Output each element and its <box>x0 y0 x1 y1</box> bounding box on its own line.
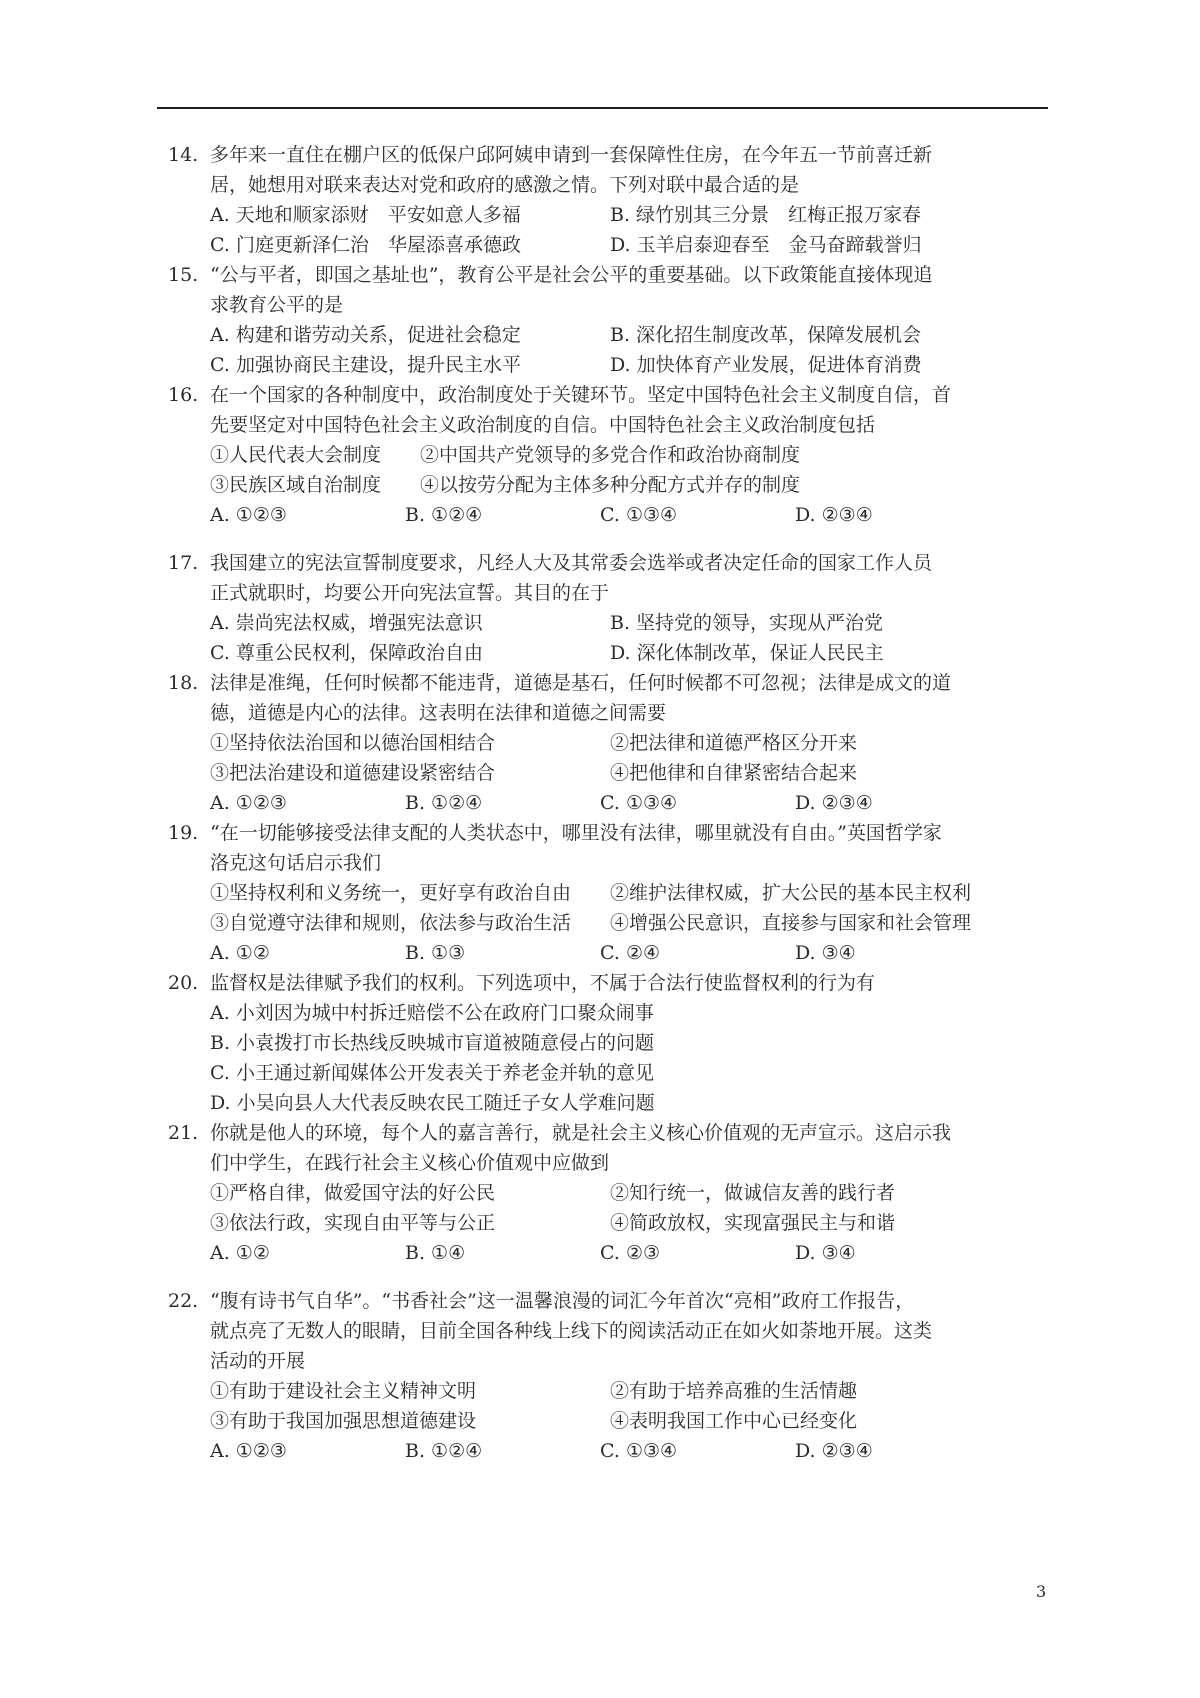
question-stem-cont: 洛克这句话启示我们 <box>210 852 382 874</box>
question-stem: 在一个国家的各种制度中，政治制度处于关键环节。坚定中国特色社会主义制度自信，首 <box>210 384 952 406</box>
option-a: A. ①② <box>210 942 270 964</box>
statement-1: ①有助于建设社会主义精神文明 <box>210 1380 477 1402</box>
question-stem: “在一切能够接受法律支配的人类状态中，哪里没有法律，哪里就没有自由。”英国哲学家 <box>210 822 942 844</box>
option-d: D. ②③④ <box>795 1440 873 1462</box>
statement-1: ①坚持权利和义务统一，更好享有政治自由 <box>210 882 572 904</box>
option-d: D. 加快体育产业发展，促进体育消费 <box>610 354 922 376</box>
statement-3: ③依法行政，实现自由平等与公正 <box>210 1212 496 1234</box>
question-number: 16. <box>168 384 199 406</box>
question-number: 21. <box>168 1122 199 1144</box>
question-stem: 你就是他人的环境，每个人的嘉言善行，就是社会主义核心价值观的无声宣示。这启示我 <box>210 1122 952 1144</box>
question-stem-cont: 活动的开展 <box>210 1350 306 1372</box>
question-15 <box>168 260 1038 380</box>
option-b: B. 深化招生制度改革，保障发展机会 <box>610 324 922 346</box>
question-stem: “腹有诗书气自华”。“书香社会”这一温馨浪漫的词汇今年首次“亮相”政府工作报告， <box>210 1290 915 1312</box>
statement-3: ③民族区域自治制度 <box>210 474 382 496</box>
question-number: 17. <box>168 552 199 574</box>
question-stem-cont: 居，她想用对联来表达对党和政府的感激之情。下列对联中最合适的是 <box>210 174 800 196</box>
question-stem: 多年来一直住在棚户区的低保户邱阿姨申请到一套保障性住房，在今年五一节前喜迁新 <box>210 144 933 166</box>
statement-3: ③把法治建设和道德建设紧密结合 <box>210 762 496 784</box>
option-d: D. 小吴向县人大代表反映农民工随迁子女人学难问题 <box>210 1092 655 1114</box>
question-stem-cont: 就点亮了无数人的眼睛，目前全国各种线上线下的阅读活动正在如火如荼地开展。这类 <box>210 1320 933 1342</box>
option-b: B. 小袁拨打市长热线反映城市盲道被随意侵占的问题 <box>210 1032 655 1054</box>
question-stem: 我国建立的宪法宣誓制度要求，凡经人大及其常委会选举或者决定任命的国家工作人员 <box>210 552 933 574</box>
statement-1: ①严格自律，做爱国守法的好公民 <box>210 1182 496 1204</box>
option-d: D. 深化体制改革，保证人民民主 <box>610 642 884 664</box>
statement-1: ①人民代表大会制度 <box>210 444 382 466</box>
question-number: 19. <box>168 822 199 844</box>
header-rule <box>157 107 1048 109</box>
statement-1: ①坚持依法治国和以德治国相结合 <box>210 732 496 754</box>
statement-2: ②知行统一，做诚信友善的践行者 <box>610 1182 896 1204</box>
option-b: B. 绿竹别其三分景 红梅正报万家春 <box>610 204 922 226</box>
statement-3: ③自觉遵守法律和规则，依法参与政治生活 <box>210 912 572 934</box>
option-d: D. 玉羊启泰迎春至 金马奋蹄载誉归 <box>610 234 922 256</box>
option-b: B. ①③ <box>405 942 466 964</box>
question-18 <box>168 668 1038 818</box>
statement-2: ②把法律和道德严格区分开来 <box>610 732 858 754</box>
question-14 <box>168 140 1038 260</box>
question-list <box>168 140 1038 1466</box>
page-number: 3 <box>1036 1582 1047 1601</box>
statement-2: ②中国共产党领导的多党合作和政治协商制度 <box>420 444 801 466</box>
statement-4: ④以按劳分配为主体多种分配方式并存的制度 <box>420 474 801 496</box>
option-c: C. ①③④ <box>600 792 678 814</box>
option-a: A. 天地和顺家添财 平安如意人多福 <box>210 204 521 226</box>
option-a: A. ①②③ <box>210 504 287 526</box>
option-d: D. ②③④ <box>795 792 873 814</box>
option-c: C. 加强协商民主建设，提升民主水平 <box>210 354 521 376</box>
question-20 <box>168 968 1038 1118</box>
question-number: 20. <box>168 972 199 994</box>
option-a: A. 小刘因为城中村拆迁赔偿不公在政府门口聚众闹事 <box>210 1002 654 1024</box>
question-stem-cont: 正式就职时，均要公开向宪法宣誓。其目的在于 <box>210 582 610 604</box>
option-a: A. 构建和谐劳动关系，促进社会稳定 <box>210 324 521 346</box>
option-b: B. ①②④ <box>405 792 483 814</box>
option-c: C. ②④ <box>600 942 661 964</box>
option-c: C. 小王通过新闻媒体公开发表关于养老金并轨的意见 <box>210 1062 654 1084</box>
statement-4: ④表明我国工作中心已经变化 <box>610 1410 858 1432</box>
question-number: 14. <box>168 144 199 166</box>
option-a: A. 崇尚宪法权威，增强宪法意识 <box>210 612 483 634</box>
question-22 <box>168 1286 1038 1466</box>
option-a: A. ①②③ <box>210 1440 287 1462</box>
question-stem-cont: 们中学生，在践行社会主义核心价值观中应做到 <box>210 1152 610 1174</box>
question-number: 18. <box>168 672 199 694</box>
option-c: C. ②③ <box>600 1242 661 1264</box>
statement-4: ④简政放权，实现富强民主与和谐 <box>610 1212 896 1234</box>
question-stem: 监督权是法律赋予我们的权利。下列选项中，不属于合法行使监督权利的行为有 <box>210 972 876 994</box>
option-c: C. ①③④ <box>600 1440 678 1462</box>
question-number: 15. <box>168 264 199 286</box>
option-d: D. ②③④ <box>795 504 873 526</box>
question-21 <box>168 1118 1038 1268</box>
question-19 <box>168 818 1038 968</box>
question-17 <box>168 548 1038 668</box>
option-a: A. ①②③ <box>210 792 287 814</box>
option-b: B. ①②④ <box>405 1440 483 1462</box>
statement-3: ③有助于我国加强思想道德建设 <box>210 1410 477 1432</box>
question-16 <box>168 380 1038 530</box>
statement-4: ④增强公民意识，直接参与国家和社会管理 <box>610 912 972 934</box>
question-stem-cont: 德，道德是内心的法律。这表明在法律和道德之间需要 <box>210 702 667 724</box>
option-b: B. 坚持党的领导，实现从严治党 <box>610 612 884 634</box>
option-c: C. ①③④ <box>600 504 678 526</box>
option-a: A. ①② <box>210 1242 270 1264</box>
question-number: 22. <box>168 1290 199 1312</box>
question-stem-cont: 求教育公平的是 <box>210 294 344 316</box>
question-stem: “公与平者，即国之基址也”，教育公平是社会公平的重要基础。以下政策能直接体现追 <box>210 264 933 286</box>
option-b: B. ①②④ <box>405 504 483 526</box>
question-stem: 法律是准绳，任何时候都不能违背，道德是基石，任何时候都不可忽视；法律是成文的道 <box>210 672 952 694</box>
option-b: B. ①④ <box>405 1242 466 1264</box>
option-d: D. ③④ <box>795 1242 856 1264</box>
option-c: C. 尊重公民权利，保障政治自由 <box>210 642 483 664</box>
option-c: C. 门庭更新泽仁治 华屋添喜承德政 <box>210 234 521 256</box>
statement-2: ②维护法律权威，扩大公民的基本民主权利 <box>610 882 972 904</box>
option-d: D. ③④ <box>795 942 856 964</box>
question-stem-cont: 先要坚定对中国特色社会主义政治制度的自信。中国特色社会主义政治制度包括 <box>210 414 876 436</box>
statement-2: ②有助于培养高雅的生活情趣 <box>610 1380 858 1402</box>
statement-4: ④把他律和自律紧密结合起来 <box>610 762 858 784</box>
